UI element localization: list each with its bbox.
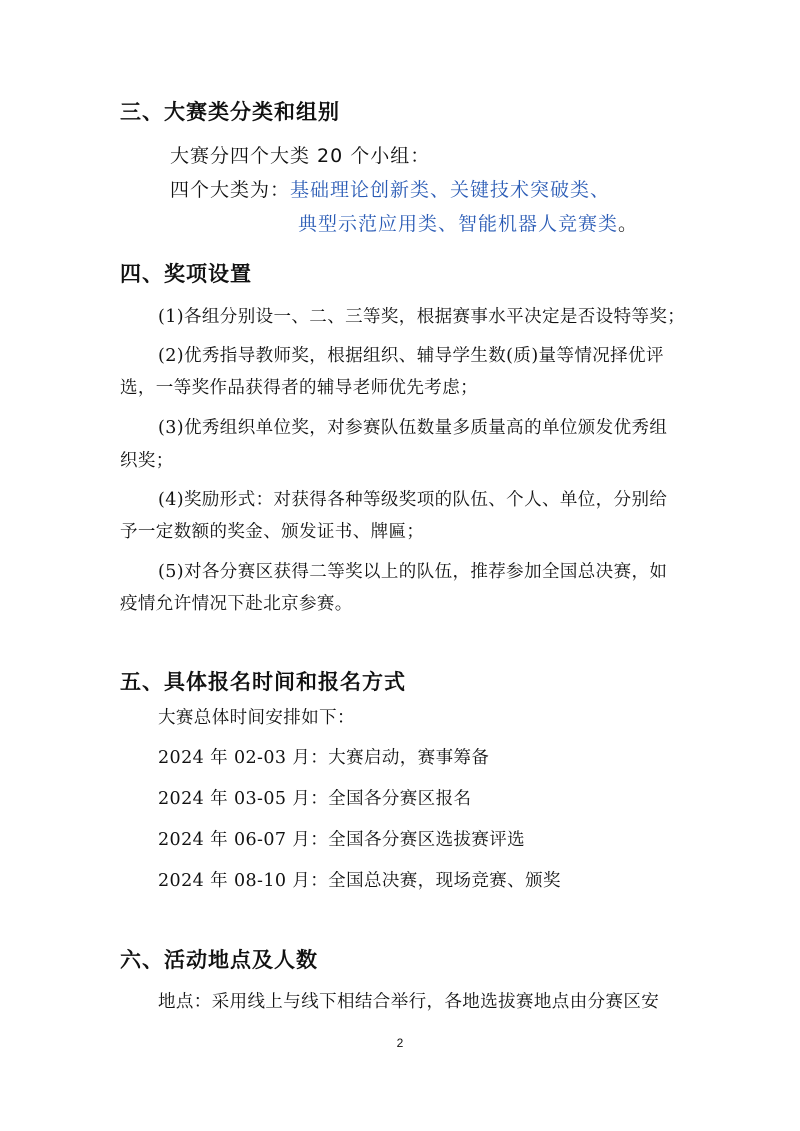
categories-list-2: 典型示范应用类、智能机器人竞赛类 [298,213,619,235]
award-item-3-line-2: 织奖； [120,451,174,471]
location-line: 地点：采用线上与线下相结合举行，各地选拔赛地点由分赛区安 [158,992,660,1012]
section5-heading: 五、具体报名时间和报名方式 [120,670,406,694]
schedule-item: 2024 年 02-03 月：大赛启动，赛事筹备 [158,748,490,768]
award-item-4-line-1: (4)奖励形式：对获得各种等级奖项的队伍、个人、单位，分别给 [158,490,668,510]
categories-prefix: 四个大类为： [170,179,291,201]
schedule-item: 2024 年 03-05 月：全国各分赛区报名 [158,789,472,809]
award-item-5-line-2: 疫情允许情况下赴北京参赛。 [120,594,353,614]
award-item-2-line-1: (2)优秀指导教师奖，根据组织、辅导学生数(质)量等情况择优评 [158,346,664,366]
award-item-5-line-1: (5)对各分赛区获得二等奖以上的队伍，推荐参加全国总决赛，如 [158,562,668,582]
schedule-item: 2024 年 08-10 月：全国总决赛，现场竞赛、颁奖 [158,871,561,891]
section3-intro: 大赛分四个大类 20 个小组： [170,145,431,167]
award-item-3-line-1: (3)优秀组织单位奖，对参赛队伍数量多质量高的单位颁发优秀组 [158,418,668,438]
award-item-4-line-2: 予一定数额的奖金、颁发证书、牌匾； [120,522,425,542]
section6-heading: 六、活动地点及人数 [120,948,318,972]
schedule-item: 2024 年 06-07 月：全国各分赛区选拔赛评选 [158,830,526,850]
page-number: 2 [396,1036,404,1050]
award-item-2-line-2: 选，一等奖作品获得者的辅导老师优先考虑； [120,378,478,398]
award-item-1: (1)各组分别设一、二、三等奖，根据赛事水平决定是否设特等奖； [158,307,686,327]
section3-categories-line [170,178,610,202]
categories-list-1: 基础理论创新类、关键技术突破类、 [290,179,611,201]
section3-heading: 三、大赛类分类和组别 [120,100,340,124]
schedule-intro: 大赛总体时间安排如下： [158,708,355,728]
categories-end: 。 [618,213,639,235]
section3-categories-line-2 [298,212,638,236]
section4-heading: 四、奖项设置 [120,262,252,286]
